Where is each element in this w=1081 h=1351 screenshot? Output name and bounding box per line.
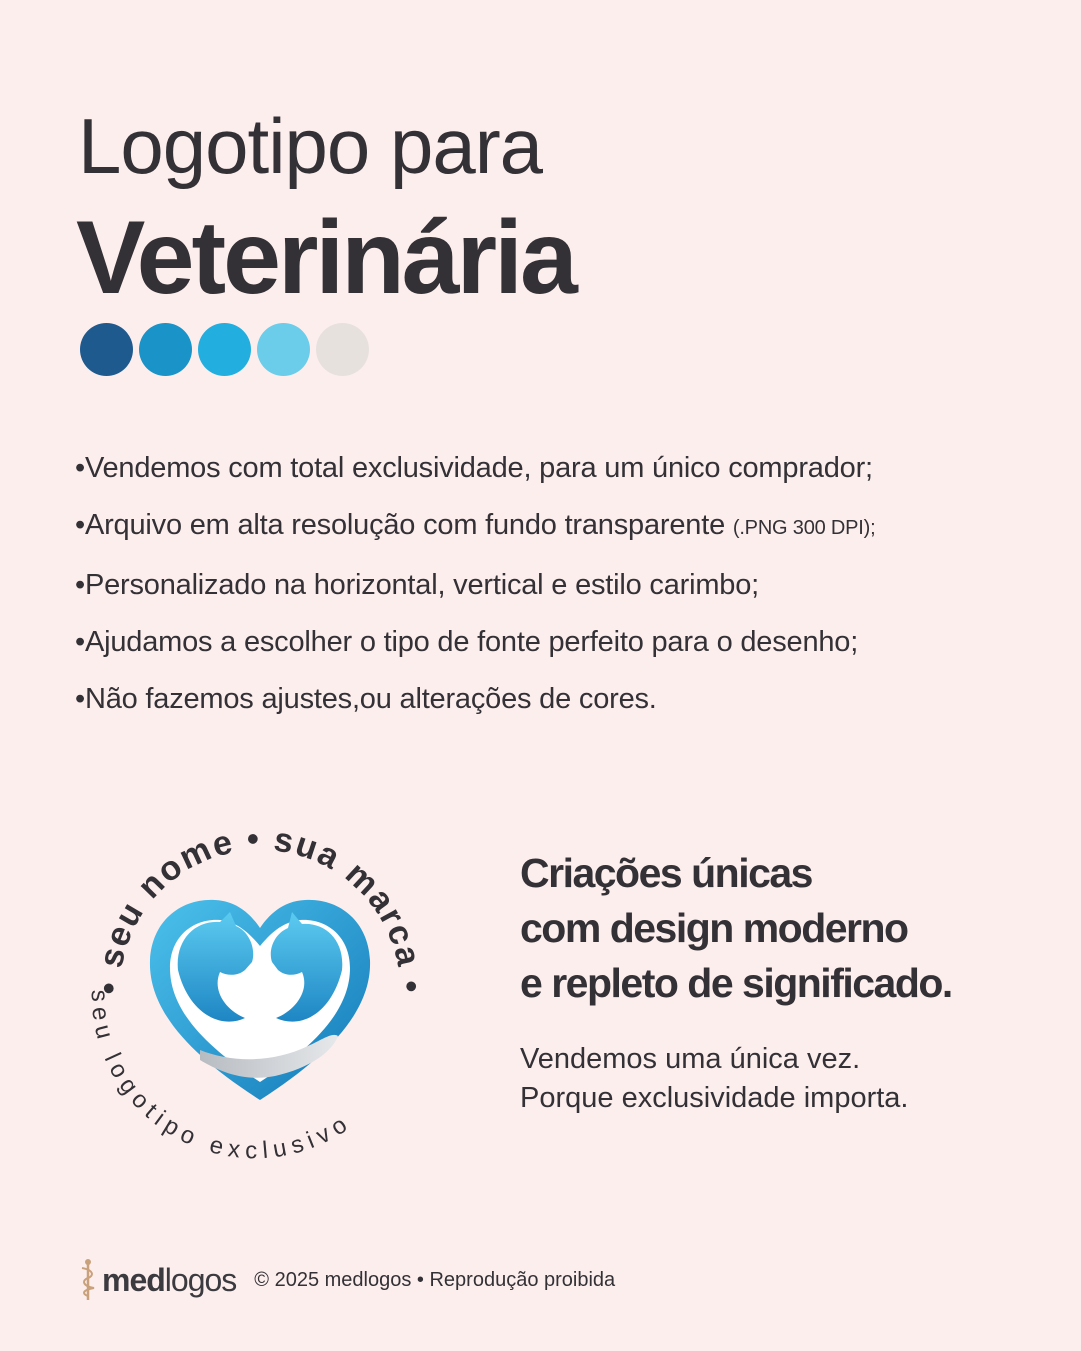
logo-badge (70, 800, 450, 1180)
color-swatch (257, 323, 310, 376)
color-swatch (80, 323, 133, 376)
copyright: © 2025 medlogos • Reprodução proibida (254, 1268, 616, 1291)
brand-name-light: logos (164, 1261, 237, 1298)
badge-bottom-text: seu logotipo exclusivo (85, 989, 357, 1165)
feature-item: •Personalizado na horizontal, vertical e estilo carimbo; (75, 569, 760, 601)
page-title-line1: Logotipo para (78, 102, 543, 190)
page-title-line2: Veterinária (76, 200, 575, 316)
color-swatch (139, 323, 192, 376)
feature-item: •Ajudamos a escolher o tipo de fonte perfeito para o desenho; (75, 626, 859, 658)
feature-item: •Não fazemos ajustes,ou alterações de cores. (75, 683, 657, 715)
tagline: Criações únicas com design moderno e repleto de significado. (520, 850, 952, 1006)
caduceus-icon (78, 1258, 98, 1302)
feature-list (75, 440, 1065, 728)
feature-note: (.PNG 300 DPI); (732, 517, 876, 539)
brand-name-bold: med (102, 1261, 165, 1298)
color-palette (80, 323, 369, 376)
feature-item: •Vendemos com total exclusividade, para um único comprador; (75, 452, 873, 484)
badge-top-text: • seu nome • sua marca • (89, 819, 431, 995)
feature-item: •Arquivo em alta resolução com fundo transparente (.PNG 300 DPI); (75, 509, 876, 541)
color-swatch (316, 323, 369, 376)
subtext: Vendemos uma única vez. Porque exclusividade importa. (520, 1043, 909, 1114)
footer (78, 1255, 615, 1305)
color-swatch (198, 323, 251, 376)
heart-dog-cat-hand-icon (150, 900, 370, 1100)
